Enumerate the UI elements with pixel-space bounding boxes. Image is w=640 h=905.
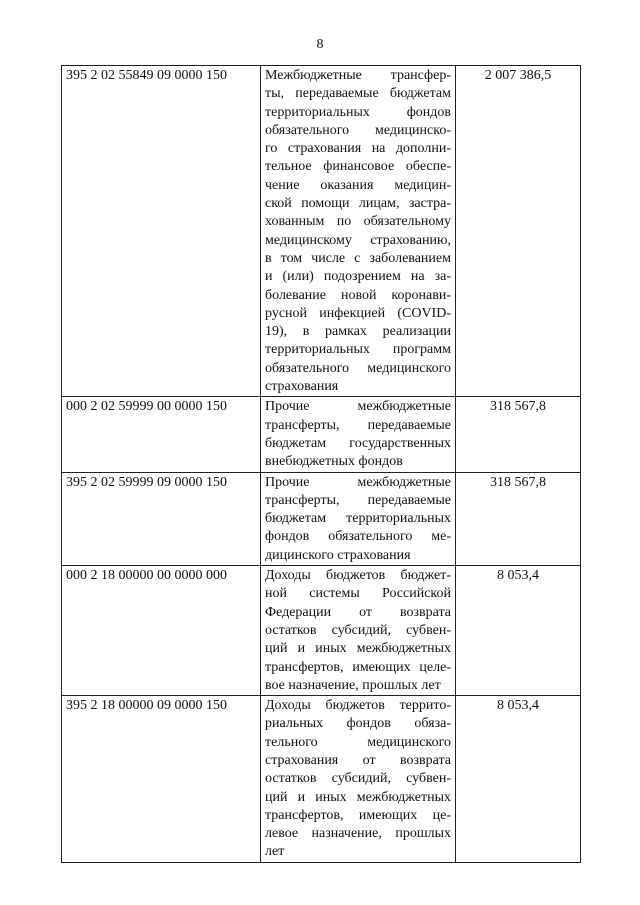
- income-name-line: вое назначение, прошлых лет: [265, 677, 441, 693]
- income-name-line: Прочие межбюджетные: [265, 474, 451, 490]
- table-row: [62, 566, 581, 696]
- income-name-line: остатков субсидий, субвен-: [265, 622, 451, 638]
- income-name-line: и (или) подозрением на за-: [265, 269, 451, 285]
- income-name-line: территориальных программ: [265, 342, 451, 358]
- income-name-line: ций и иных межбюджетных: [265, 789, 451, 805]
- income-name-line: трансферты, передаваемые: [265, 417, 451, 433]
- income-name-line: ты, передаваемые бюджетам: [265, 86, 451, 102]
- income-name-cell: [261, 66, 456, 397]
- income-name-line: тельное финансовое обеспе-: [265, 159, 451, 175]
- income-name-line: риальных фондов обяза-: [265, 716, 451, 732]
- income-name-line: в том числе с заболеванием: [265, 250, 451, 266]
- income-name-line: территориальных фондов: [265, 104, 451, 120]
- budget-table-body: [62, 66, 581, 863]
- income-name-line: Федерации от возврата: [265, 604, 451, 620]
- income-name-line: трансфертов, имеющих целе-: [265, 659, 451, 675]
- income-name-line: левое назначение, прошлых: [265, 826, 451, 842]
- income-name-cell: [261, 696, 456, 863]
- amount-cell: 2 007 386,5: [456, 66, 581, 397]
- page-number: 8: [316, 37, 324, 52]
- income-name-line: фондов обязательного ме-: [265, 529, 451, 545]
- income-name-line: тельного медицинского: [265, 734, 451, 750]
- table-row: [62, 696, 581, 863]
- table-row: [62, 397, 581, 472]
- income-name-line: русной инфекцией (COVID-: [265, 305, 451, 321]
- income-name-line: бюджетам территориальных: [265, 511, 451, 527]
- income-name-line: бюджетам государственных: [265, 435, 451, 451]
- income-name-line: страхования от возврата: [265, 752, 451, 768]
- income-name-line: Межбюджетные трансфер-: [265, 68, 451, 83]
- income-name-line: Доходы бюджетов бюджет-: [265, 568, 451, 584]
- income-name-line: Доходы бюджетов террито-: [265, 698, 451, 714]
- budget-code-cell: 395 2 02 59999 09 0000 150: [62, 472, 261, 565]
- table-row: [62, 472, 581, 565]
- amount-cell: 8 053,4: [456, 696, 581, 863]
- amount-cell: 318 567,8: [456, 397, 581, 472]
- income-name-line: чение оказания медицин-: [265, 177, 451, 193]
- income-name-line: обязательного медицинского: [265, 360, 451, 376]
- budget-code-cell: 000 2 02 59999 00 0000 150: [62, 397, 261, 472]
- income-name-line: Прочие межбюджетные: [265, 399, 451, 415]
- income-name-line: болевание новой коронави-: [265, 287, 451, 303]
- income-name-line: ций и иных межбюджетных: [265, 641, 451, 657]
- amount-cell: 318 567,8: [456, 472, 581, 565]
- income-name-line: лет: [265, 844, 285, 860]
- income-name-line: трансфертов, имеющих це-: [265, 807, 451, 823]
- budget-code-cell: 000 2 18 00000 00 0000 000: [62, 566, 261, 696]
- amount-cell: 8 053,4: [456, 566, 581, 696]
- income-name-line: ной системы Российской: [265, 586, 451, 602]
- income-name-line: медицинскому страхованию,: [265, 232, 451, 248]
- income-name-line: хованным по обязательному: [265, 214, 451, 230]
- income-name-line: трансферты, передаваемые: [265, 492, 451, 508]
- income-name-line: 19), в рамках реализации: [265, 324, 451, 340]
- table-row: [62, 66, 581, 397]
- income-name-line: обязательного медицинско-: [265, 122, 451, 138]
- income-name-line: дицинского страхования: [265, 547, 411, 563]
- budget-code-cell: 395 2 02 55849 09 0000 150: [62, 66, 261, 397]
- income-name-line: го страхования на дополни-: [265, 141, 451, 157]
- income-name-line: внебюджетных фондов: [265, 454, 403, 470]
- income-name-cell: [261, 472, 456, 565]
- income-name-line: страхования: [265, 379, 339, 395]
- income-name-cell: [261, 566, 456, 696]
- income-name-line: остатков субсидий, субвен-: [265, 771, 451, 787]
- budget-code-cell: 395 2 18 00000 09 0000 150: [62, 696, 261, 863]
- income-name-line: ской помощи лицам, застра-: [265, 196, 451, 212]
- income-name-cell: [261, 397, 456, 472]
- budget-table: [61, 65, 581, 863]
